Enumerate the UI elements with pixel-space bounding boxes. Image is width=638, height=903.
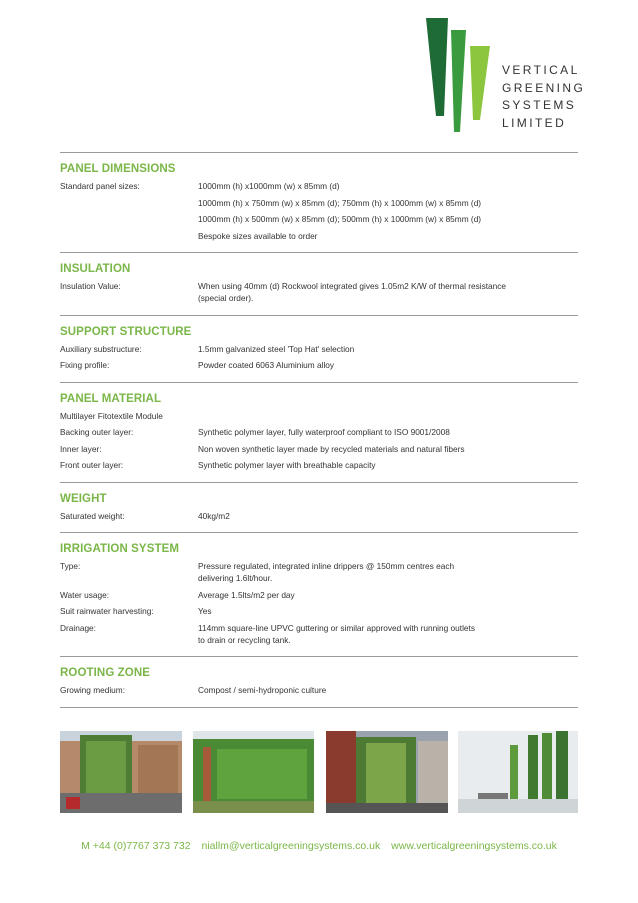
spec-value: to drain or recycling tank. <box>198 634 291 645</box>
spec-label: Front outer layer: <box>60 460 124 470</box>
spec-label: Backing outer layer: <box>60 427 134 437</box>
interior-green-wall-photo <box>458 731 578 813</box>
spec-sheet <box>60 152 578 708</box>
spec-value: Synthetic polymer layer with breathable capacity <box>198 460 376 470</box>
spec-label: Insulation Value: <box>60 281 121 291</box>
spec-values <box>198 561 578 590</box>
spec-label: Drainage: <box>60 622 96 633</box>
spec-values <box>198 411 578 428</box>
spec-row <box>60 623 578 652</box>
spec-row <box>60 561 578 590</box>
outdoor-green-wall-photo <box>193 731 314 813</box>
spec-value: Bespoke sizes available to order <box>198 230 318 241</box>
spec-row <box>60 427 578 444</box>
spec-value: Non woven synthetic layer made by recycled materials and natural fibers <box>198 443 465 454</box>
spec-values <box>198 181 578 247</box>
section-title: ROOTING ZONE <box>60 667 151 679</box>
spec-value: 1000mm (h) x1000mm (w) x 85mm (d) <box>198 181 340 191</box>
spec-values <box>198 281 578 310</box>
spec-row <box>60 685 578 702</box>
spec-row <box>60 281 578 310</box>
spec-section <box>60 656 578 707</box>
section-title: PANEL DIMENSIONS <box>60 163 176 175</box>
spec-row <box>60 590 578 607</box>
logo-line: GREENING <box>502 80 586 95</box>
section-title: WEIGHT <box>60 492 107 505</box>
spec-label: Suit rainwater harvesting: <box>60 606 154 616</box>
spec-values <box>198 685 578 702</box>
building-green-wall-photo <box>60 731 182 813</box>
spec-row <box>60 411 578 428</box>
spec-row <box>60 344 578 361</box>
spec-label: Inner layer: <box>60 443 102 454</box>
divider <box>60 707 578 708</box>
spec-value: delivering 1.6lt/hour. <box>198 573 273 583</box>
spec-value: 1.5mm galvanized steel 'Top Hat' selection <box>198 343 355 354</box>
spec-value: 40kg/m2 <box>198 510 230 521</box>
logo-line: VERTICAL <box>502 63 580 77</box>
company-logo <box>418 16 598 136</box>
spec-value: Powder coated 6063 Aluminium alloy <box>198 360 335 370</box>
spec-values <box>198 444 578 461</box>
spec-label: Water usage: <box>60 589 110 600</box>
spec-values <box>198 360 578 377</box>
spec-section <box>60 382 578 482</box>
section-title: PANEL MATERIAL <box>60 392 162 405</box>
spec-value: Yes <box>198 606 212 616</box>
spec-row <box>60 606 578 623</box>
spec-label: Fixing profile: <box>60 360 110 370</box>
logo-line: LIMITED <box>502 115 567 130</box>
spec-label: Type: <box>60 561 81 571</box>
spec-value: 1000mm (h) x 500mm (w) x 85mm (d); 500mm (h) x 1000mm (w) x 85mm (d) <box>198 214 482 224</box>
spec-label: Multilayer Fitotextile Module <box>60 410 163 421</box>
spec-value: Synthetic polymer layer, fully waterproof compliant to ISO 9001/2008 <box>198 427 450 437</box>
spec-values <box>198 427 578 444</box>
spec-values <box>198 511 578 528</box>
spec-values <box>198 460 578 477</box>
photo-strip <box>60 731 578 813</box>
spec-label: Auxiliary substructure: <box>60 343 142 354</box>
spec-values <box>198 590 578 607</box>
spec-values <box>198 344 578 361</box>
street-green-wall-photo <box>326 731 448 813</box>
contact-footer <box>0 840 638 852</box>
spec-values <box>198 623 578 652</box>
spec-row <box>60 444 578 461</box>
spec-row <box>60 360 578 377</box>
spec-row <box>60 460 578 477</box>
spec-row <box>60 181 578 247</box>
spec-value: 114mm square-line UPVC guttering or similar approved with running outlets <box>198 622 476 633</box>
spec-label: Saturated weight: <box>60 510 125 521</box>
spec-value: Pressure regulated, integrated inline drippers @ 150mm centres each <box>198 561 455 571</box>
spec-section <box>60 315 578 382</box>
section-title: SUPPORT STRUCTURE <box>60 325 192 338</box>
spec-value: Compost / semi-hydroponic culture <box>198 685 327 695</box>
spec-value: When using 40mm (d) Rockwool integrated gives 1.05m2 K/W of thermal resistance <box>198 281 507 291</box>
phone-number: M +44 (0)7767 373 732 <box>81 840 191 852</box>
spec-section <box>60 152 578 252</box>
section-title: IRRIGATION SYSTEM <box>60 543 180 555</box>
spec-row <box>60 511 578 528</box>
spec-value: (special order). <box>198 293 254 303</box>
spec-values <box>198 606 578 623</box>
spec-value: 1000mm (h) x 750mm (w) x 85mm (d); 750mm (h) x 1000mm (w) x 85mm (d) <box>198 197 482 208</box>
logo-bars-icon <box>418 16 498 136</box>
spec-label: Standard panel sizes: <box>60 181 140 191</box>
spec-value: Average 1.5lts/m2 per day <box>198 589 295 600</box>
spec-value <box>198 411 578 421</box>
section-title: INSULATION <box>60 263 131 275</box>
email-link[interactable]: niallm@verticalgreeningsystems.co.uk <box>201 840 381 852</box>
spec-section <box>60 532 578 656</box>
spec-label: Growing medium: <box>60 685 126 695</box>
website-link[interactable]: www.verticalgreeningsystems.co.uk <box>391 840 557 852</box>
logo-wordmark <box>502 62 585 132</box>
spec-section <box>60 482 578 533</box>
spec-section <box>60 252 578 315</box>
logo-line: SYSTEMS <box>502 98 577 112</box>
